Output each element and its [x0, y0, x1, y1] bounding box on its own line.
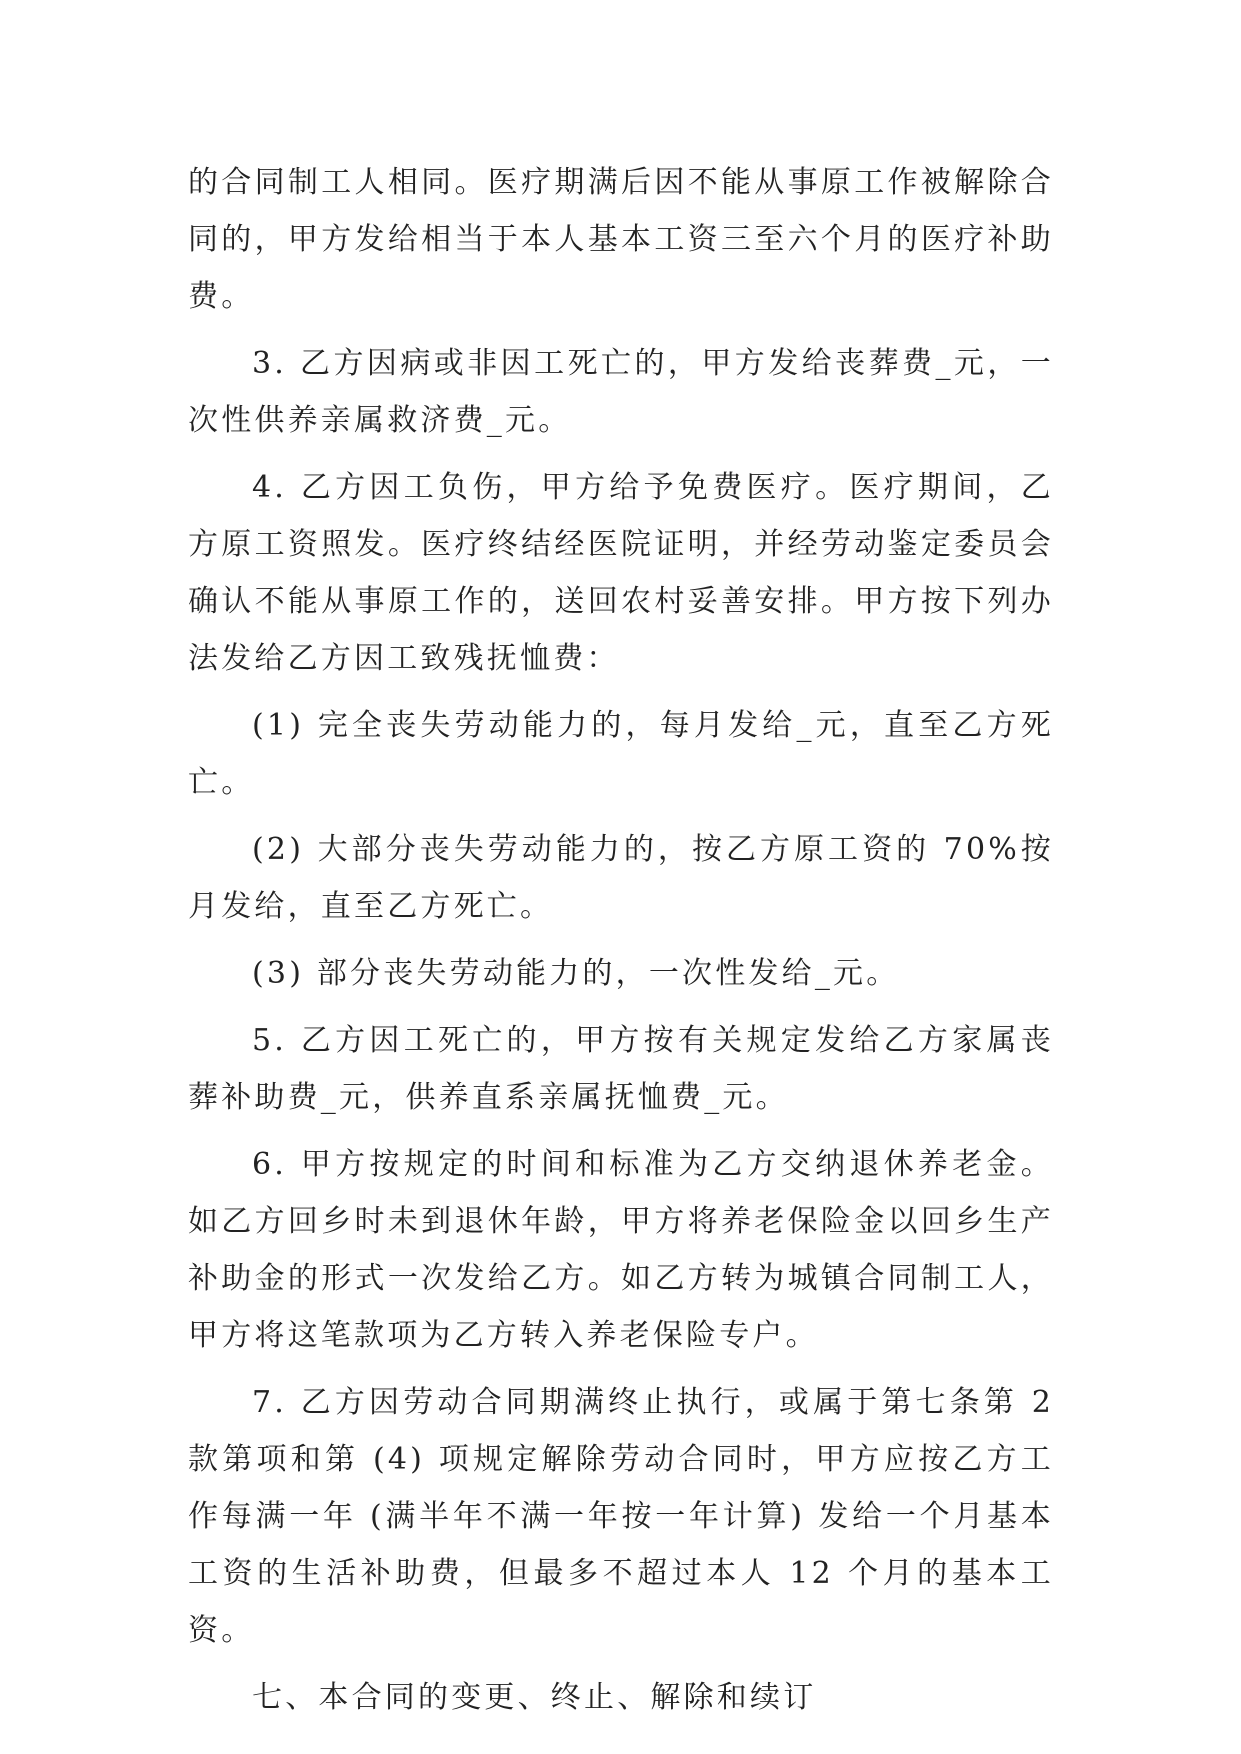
paragraph-subclause-1: (1) 完全丧失劳动能力的，每月发给_元，直至乙方死亡。	[188, 708, 1054, 800]
paragraph-clause-7: 7. 乙方因劳动合同期满终止执行，或属于第七条第 2 款第项和第 (4) 项规定解除劳动合同时，甲方应按乙方工作每满一年 (满半年不满一年按一年计算) 发给一个月基本工资的生活补助费，但最多不超过本人 12 个月的基本工资。	[188, 1385, 1054, 1648]
paragraph-subclause-2: (2) 大部分丧失劳动能力的，按乙方原工资的 70%按月发给，直至乙方死亡。	[188, 832, 1054, 924]
paragraph-subclause-3: (3) 部分丧失劳动能力的，一次性发给_元。	[252, 956, 900, 991]
document-body	[188, 154, 1054, 1736]
paragraph-clause-5: 5. 乙方因工死亡的，甲方按有关规定发给乙方家属丧葬补助费_元，供养直系亲属抚恤费_元。	[188, 1023, 1054, 1115]
paragraph-clause-6: 6. 甲方按规定的时间和标准为乙方交纳退休养老金。如乙方回乡时未到退休年龄，甲方将养老保险金以回乡生产补助金的形式一次发给乙方。如乙方转为城镇合同制工人，甲方将这笔款项为乙方转入养老保险专户。	[188, 1147, 1054, 1353]
paragraph-medical-subsidy: 的合同制工人相同。医疗期满后因不能从事原工作被解除合同的，甲方发给相当于本人基本工资三至六个月的医疗补助费。	[188, 165, 1054, 314]
paragraph-clause-4: 4. 乙方因工负伤，甲方给予免费医疗。医疗期间，乙方原工资照发。医疗终结经医院证明，并经劳动鉴定委员会确认不能从事原工作的，送回农村妥善安排。甲方按下列办法发给乙方因工致残抚恤费：	[188, 470, 1054, 676]
section-heading-7: 七、本合同的变更、终止、解除和续订	[252, 1680, 817, 1715]
paragraph-clause-3: 3. 乙方因病或非因工死亡的，甲方发给丧葬费_元，一次性供养亲属救济费_元。	[188, 346, 1054, 438]
